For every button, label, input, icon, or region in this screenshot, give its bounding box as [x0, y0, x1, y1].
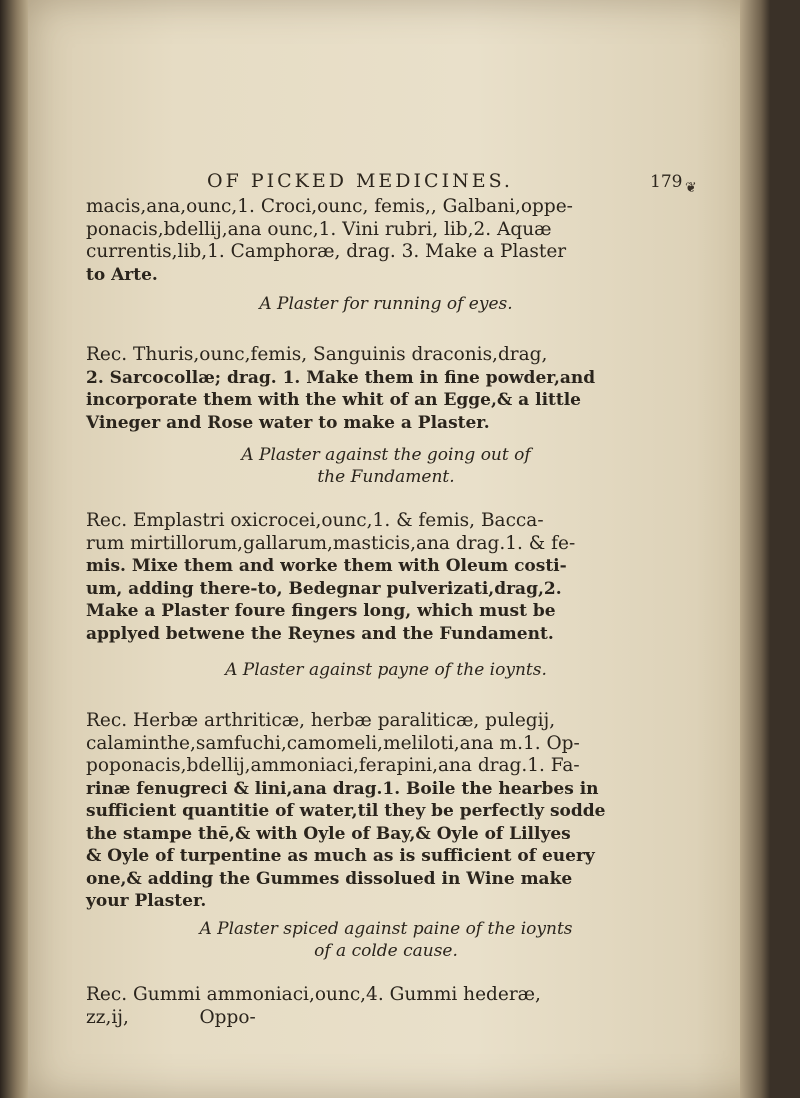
text-line: mis. Mixe them and worke them with Oleum costi- [86, 556, 567, 576]
text-line: the stampe thē,& with Oyle of Bay,& Oyle of Lillyes [86, 823, 571, 844]
text-line: zz,ij, Oppo- [86, 1006, 256, 1028]
page-edge-right [740, 0, 770, 1098]
paragraph-2 [86, 344, 686, 434]
heading-line: A Plaster spiced against paine of the ioynts [199, 919, 573, 939]
text-line: to Arte. [86, 264, 158, 285]
heading-line: A Plaster against the going out of [241, 445, 531, 465]
text-line: currentis,lib,1. Camphoræ, drag. 3. Make a Plaster [86, 241, 567, 262]
heading-line: A Plaster against payne of the ioynts. [225, 660, 547, 680]
text-line: incorporate them with the whit of an Egge,& a little [86, 390, 582, 410]
text-line: Vineger and Rose water to make a Plaster. [86, 412, 490, 433]
text-line: 2. Sarcocollæ; drag. 1. Make them in fine powder,and [86, 367, 596, 388]
text-line: Rec. Herbæ arthriticæ, herbæ paraliticæ, pulegij, [86, 710, 556, 731]
text-line: & Oyle of turpentine as much as is sufficient of euery [86, 846, 595, 866]
text-line: one,& adding the Gummes dissolued in Wine make [86, 868, 573, 889]
text-line: sufficient quantitie of water,til they be perfectly sodde [86, 801, 606, 821]
section-heading-joints [86, 659, 686, 681]
text-line: Make a Plaster foure fingers long, which must be [86, 601, 556, 621]
book-gutter-left [0, 0, 28, 1098]
running-head: OF PICKED MEDICINES. [207, 170, 513, 192]
text-line: ponacis,bdellij,ana ounc,1. Vini rubri, lib,2. Aquæ [86, 218, 552, 240]
paragraph-4 [86, 710, 686, 913]
paragraph-5 [86, 984, 686, 1029]
page-number: 179 [650, 172, 683, 192]
text-line: calaminthe,samfuchi,camomeli,meliloti,ana m.1. Op- [86, 732, 580, 754]
section-heading-fundament [86, 444, 686, 488]
text-line: Rec. Emplastri oxicrocei,ounc,1. & femis, Bacca- [86, 510, 544, 531]
heading-line: the Fundament. [317, 467, 455, 487]
text-line: rum mirtillorum,gallarum,masticis,ana drag.1. & fe- [86, 532, 576, 554]
heading-line: A Plaster for running of eyes. [259, 294, 513, 314]
text-line: Rec. Thuris,ounc,femis, Sanguinis draconis,drag, [86, 344, 548, 365]
section-heading-eyes [86, 293, 686, 315]
paragraph-1 [86, 196, 686, 286]
ornament-icon: ❦ [685, 180, 697, 196]
section-heading-joints-cold [86, 918, 686, 962]
text-line: poponacis,bdellij,ammoniaci,ferapini,ana drag.1. Fa- [86, 755, 580, 776]
text-line: your Plaster. [86, 891, 207, 911]
text-line: um, adding there-to, Bedegnar pulverizati,drag,2. [86, 578, 562, 599]
text-line: macis,ana,ounc,1. Croci,ounc, femis,, Galbani,oppe- [86, 196, 573, 217]
heading-line: of a colde cause. [314, 941, 458, 961]
text-line: applyed betwene the Reynes and the Fundament. [86, 623, 554, 644]
text-line: Rec. Gummi ammoniaci,ounc,4. Gummi hederæ, [86, 984, 541, 1005]
paragraph-3 [86, 510, 686, 645]
text-line: rinæ fenugreci & lini,ana drag.1. Boile the hearbes in [86, 778, 599, 799]
